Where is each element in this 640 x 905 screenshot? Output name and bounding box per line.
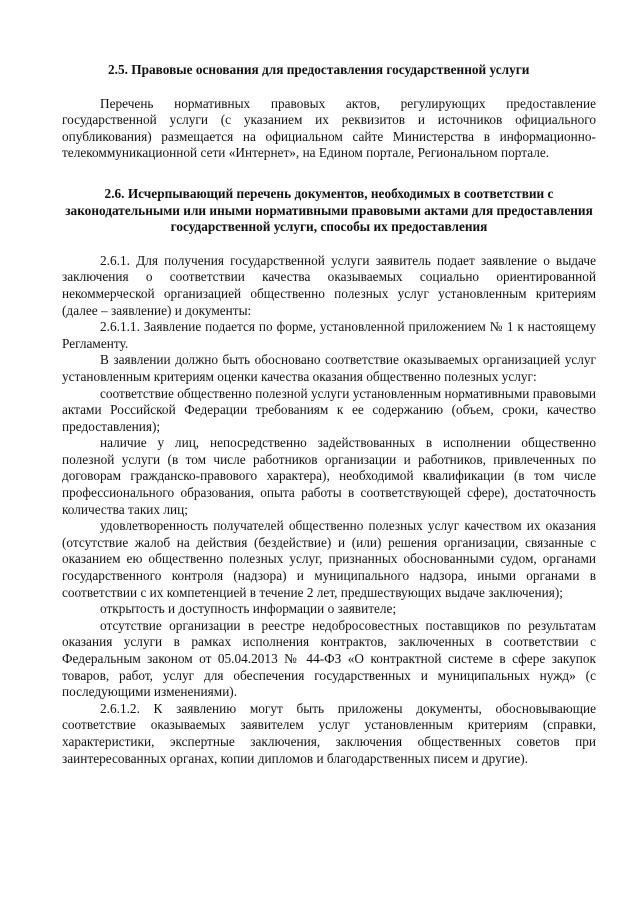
section-2-5-text: Перечень нормативных правовых актов, регулирующих предоставление государственной услуги (с указанием их реквизитов и источников официального опубликования) размещается на официальном сайте Министерства в информационно-телекоммуникационной сети «Интернет», на Едином портале, Региональном портале. [62, 95, 596, 161]
criterion-satisfaction: удовлетворенность получателей общественно полезных услуг качеством их оказания (отсутствие жалоб на действия (бездействие) и (или) решения организации, связанные с оказанием ею общественно полезных услуг, признанных обоснованными судом, органами государственного контроля (надзора) и муниципального надзора, иными органами в соответствии с их компетенцией в течение 2 лет, предшествующих выдаче заключения); [62, 518, 596, 600]
criterion-openness: открытость и доступность информации о заявителе; [100, 601, 397, 617]
paragraph-2-6-1: 2.6.1. Для получения государственной услуги заявитель подает заявление о выдаче заключения о соответствии качества оказываемых социально ориентированной некоммерческой организацией общественно полезных услуг установленным критериям (далее – заявление) и документы: [62, 252, 596, 318]
paragraph-justification: В заявлении должно быть обосновано соответствие оказываемых организацией услуг установленным критериям оценки качества оказания общественно полезных услуг: [62, 352, 596, 384]
section-2-6-title: 2.6. Исчерпывающий перечень документов, необходимых в соответствии с законодательными или иными нормативными правовыми актами для предоставления государственной услуги, способы их предоставления [65, 185, 593, 235]
criterion-registry: отсутствие организации в реестре недобросовестных поставщиков по результатам оказания услуги в рамках исполнения контрактов, заключенных в соответствии с Федеральным законом от 05.04.2013 № 44-ФЗ «О контрактной системе в сфере закупок товаров, работ, услуг для обеспечения государственных и муниципальных нужд» (с последующими изменениями). [62, 617, 596, 700]
criterion-compliance: соответствие общественно полезной услуги установленным нормативными правовыми актами Российской Федерации требованиям к ее содержанию (объем, сроки, качество предоставления); [62, 385, 596, 434]
section-2-5-title: 2.5. Правовые основания для предоставления государственной услуги [108, 62, 530, 77]
criterion-qualification: наличие у лиц, непосредственно задействованных в исполнении общественно полезной услуги (в том числе работников организации и работников, привлеченных по договорам гражданско-правового характера), необходимой квалификации (в том числе профессионального образования, опыта работы в соответствующей сфере), достаточность количества таких лиц; [62, 435, 596, 517]
paragraph-2-6-1-2: 2.6.1.2. К заявлению могут быть приложены документы, обосновывающие соответствие оказываемых заявителем услуг установленным критериям (справки, характеристики, экспертные заключения, заключения общественных советов при заинтересованных органах, копии дипломов и благодарственных писем и другие). [62, 700, 596, 766]
paragraph-2-6-1-1: 2.6.1.1. Заявление подается по форме, установленной приложением № 1 к настоящему Регламенту. [62, 319, 596, 351]
